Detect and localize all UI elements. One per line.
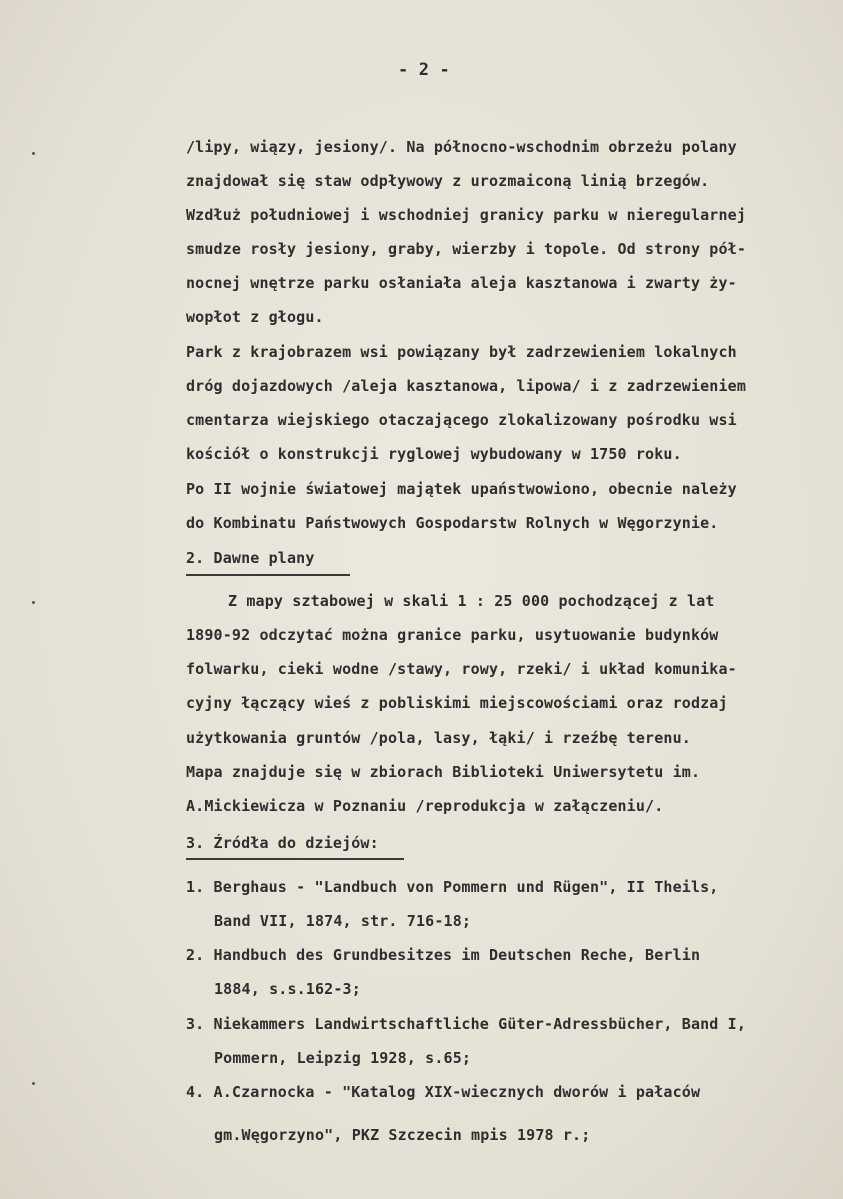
text-line: do Kombinatu Państwowych Gospodarstw Rolnych w Węgorzynie. <box>186 514 719 532</box>
text-line: użytkowania gruntów /pola, lasy, łąki/ i rzeźbę terenu. <box>186 729 691 747</box>
paper-speck <box>32 152 35 155</box>
text-line: 1890-92 odczytać można granice parku, usytuowanie budynków <box>186 626 719 644</box>
text-line: Z mapy sztabowej w skali 1 : 25 000 pochodzącej z lat <box>228 592 715 610</box>
source-item-3-cont: Pommern, Leipzig 1928, s.65; <box>214 1049 472 1067</box>
text-line: Po II wojnie światowej majątek upaństwowiono, obecnie należy <box>186 480 737 498</box>
text-line: znajdował się staw odpływowy z urozmaiconą linią brzegów. <box>186 172 710 190</box>
text-line: cmentarza wiejskiego otaczającego zlokalizowany pośrodku wsi <box>186 411 737 429</box>
source-item-4-cont: gm.Węgorzyno", PKZ Szczecin mpis 1978 r.; <box>214 1126 591 1144</box>
source-item-2-cont: 1884, s.s.162-3; <box>214 980 361 998</box>
text-line: /lipy, wiązy, jesiony/. Na północno-wschodnim obrzeżu polany <box>186 138 737 156</box>
section-heading-dawne-plany: 2. Dawne plany <box>186 549 315 567</box>
text-line: A.Mickiewicza w Poznaniu /reprodukcja w załączeniu/. <box>186 797 664 815</box>
text-line: dróg dojazdowych /aleja kasztanowa, lipowa/ i z zadrzewieniem <box>186 377 747 395</box>
source-item-2: 2. Handbuch des Grundbesitzes im Deutschen Reche, Berlin <box>186 946 701 964</box>
paper-speck <box>32 601 35 604</box>
text-line: Mapa znajduje się w zbiorach Biblioteki Uniwersytetu im. <box>186 763 701 781</box>
paper-speck <box>32 1082 35 1085</box>
text-line: nocnej wnętrze parku osłaniała aleja kasztanowa i zwarty ży- <box>186 274 737 292</box>
source-item-1: 1. Berghaus - "Landbuch von Pommern und Rügen", II Theils, <box>186 878 719 896</box>
text-line: Park z krajobrazem wsi powiązany był zadrzewieniem lokalnych <box>186 343 737 361</box>
text-line: folwarku, cieki wodne /stawy, rowy, rzeki/ i układ komunika- <box>186 660 737 678</box>
text-line: Wzdłuż południowej i wschodniej granicy parku w nieregularnej <box>186 206 747 224</box>
page-number: - 2 - <box>398 60 450 80</box>
source-item-3: 3. Niekammers Landwirtschaftliche Güter-Adressbücher, Band I, <box>186 1015 747 1033</box>
text-line: wopłot z głogu. <box>186 308 324 326</box>
heading-underline <box>186 574 350 576</box>
section-heading-zrodla: 3. Źródła do dziejów: <box>186 834 379 852</box>
heading-underline <box>186 858 404 860</box>
source-item-4: 4. A.Czarnocka - "Katalog XIX-wiecznych dworów i pałaców <box>186 1083 701 1101</box>
text-line: smudze rosły jesiony, graby, wierzby i topole. Od strony pół- <box>186 240 747 258</box>
source-item-1-cont: Band VII, 1874, str. 716-18; <box>214 912 472 930</box>
text-line: cyjny łączący wieś z pobliskimi miejscowościami oraz rodzaj <box>186 694 728 712</box>
text-line: kościół o konstrukcji ryglowej wybudowany w 1750 roku. <box>186 445 682 463</box>
